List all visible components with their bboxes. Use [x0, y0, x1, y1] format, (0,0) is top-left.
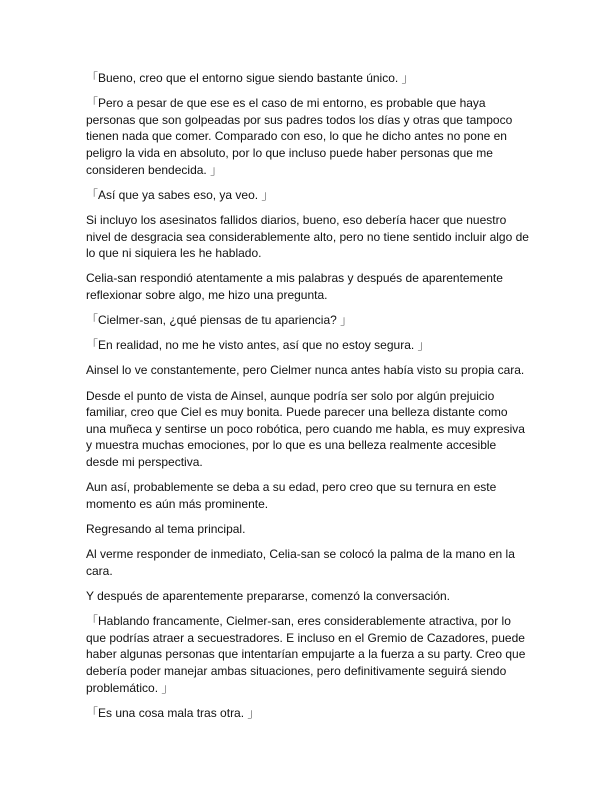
paragraph-dialogue: 「Cielmer-san, ¿qué piensas de tu apariencia? 」 [86, 313, 353, 328]
paragraph-narration: Aun así, probablemente se deba a su edad, pero creo que su ternura en este momento es aún más prominente. [86, 480, 497, 511]
paragraph-narration: Al verme responder de inmediato, Celia-san se colocó la palma de la mano en la cara. [86, 547, 515, 578]
paragraph-narration: Ainsel lo ve constantemente, pero Cielmer nunca antes había visto su propia cara. [86, 363, 525, 378]
document-body [86, 70, 530, 730]
paragraph-narration: Y después de aparentemente prepararse, comenzó la conversación. [86, 588, 451, 603]
paragraph-dialogue: 「Pero a pesar de que ese es el caso de mi entorno, es probable que haya personas que son golpeadas por sus padres todos los días y otras que tampoco tienen nada que comer. Comparado con eso, lo que he dicho antes no pone en peligro la vida en absoluto, por lo que incluso puede haber personas que me consideren bendecida. 」 [86, 96, 513, 177]
paragraph-dialogue: 「Bueno, creo que el entorno sigue siendo bastante único. 」 [86, 71, 414, 85]
paragraph-narration: Desde el punto de vista de Ainsel, aunque podría ser solo por algún prejuicio familiar, creo que Ciel es muy bonita. Puede parecer una belleza distante como una muñeca y sentirse un poco robótica, pero cuando me habla, es muy expresiva y muestra muchas emociones, por lo que es una belleza realmente accesible desde mi perspectiva. [86, 388, 525, 470]
paragraph-dialogue: 「Así que ya sabes eso, ya veo. 」 [86, 187, 274, 202]
paragraph-narration: Si incluyo los asesinatos fallidos diarios, bueno, eso debería hacer que nuestro nivel de desgracia sea considerablemente alto, pero no tiene sentido incluir algo de lo que ni siquiera les he hablado. [86, 212, 529, 261]
paragraph-narration: Regresando al tema principal. [86, 522, 246, 536]
paragraph-dialogue: 「Hablando francamente, Cielmer-san, eres considerablemente atractiva, por lo que podrías atraer a secuestradores. E incluso en el Gremio de Cazadores, puede haber algunas personas que intentarían empujarte a la fuerza a su party. Creo que debería poder manejar ambas situaciones, pero definitivamente seguirá siendo problemático. 」 [86, 614, 526, 695]
paragraph-dialogue: 「En realidad, no me he visto antes, así que no estoy segura. 」 [86, 338, 430, 353]
paragraph-narration: Celia-san respondió atentamente a mis palabras y después de aparentemente reflexionar sobre algo, me hizo una pregunta. [86, 271, 503, 302]
paragraph-dialogue: 「Es una cosa mala tras otra. 」 [86, 705, 260, 720]
